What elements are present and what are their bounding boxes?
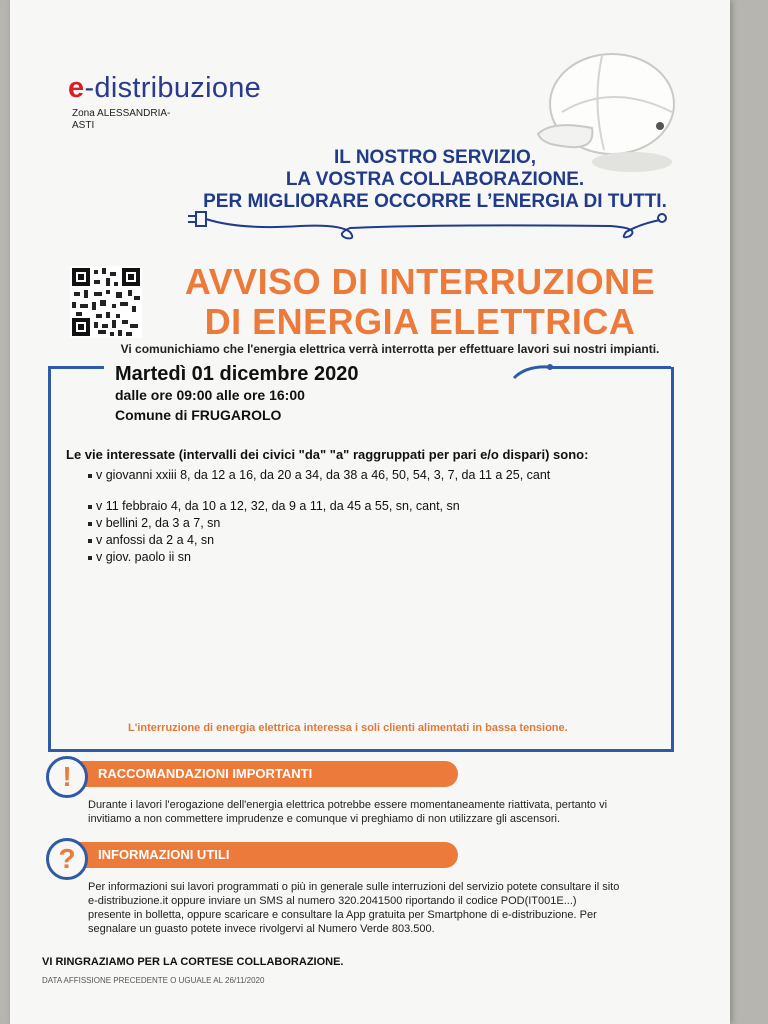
info-text xyxy=(88,880,708,936)
cable-end-icon xyxy=(512,362,562,382)
title-line: AVVISO DI INTERRUZIONE xyxy=(184,261,656,302)
streets-list xyxy=(88,467,550,566)
interruption-date: Martedì 01 dicembre 2020 xyxy=(115,363,359,385)
paragraph-line: Durante i lavori l'erogazione dell'energia elettrica potrebbe essere momentaneamente riattivata, pertanto vi xyxy=(88,799,608,811)
logo-e: e xyxy=(68,72,85,104)
paragraph-line: segnalare un guasto potete invece rivolgervi al Numero Verde 803.500. xyxy=(88,923,435,935)
logo-text: -distribuzione xyxy=(84,72,262,104)
streets-heading: Le vie interessate (intervalli dei civici "da" "a" raggruppati per pari e/o dispari) sono: xyxy=(66,447,589,462)
interruption-hours: dalle ore 09:00 alle ore 16:00 xyxy=(115,387,305,403)
list-item xyxy=(88,532,550,549)
list-item xyxy=(88,467,550,484)
thanks-text: VI RINGRAZIAMO PER LA CORTESE COLLABORAZIONE. xyxy=(42,956,344,968)
low-voltage-note: L'interruzione di energia elettrica interessa i soli clienti alimentati in bassa tensione. xyxy=(128,722,568,734)
warning-icon: ! xyxy=(46,756,88,798)
paragraph-line: invitiamo a non commettere imprudenze e comunque vi preghiamo di non utilizzare gli ascensori. xyxy=(88,813,561,825)
list-item xyxy=(88,515,550,532)
slogan-line: IL NOSTRO SERVIZIO, xyxy=(334,147,536,168)
zona-label: Zona ALESSANDRIA-ASTI xyxy=(72,108,171,131)
slogan-line: PER MIGLIORARE OCCORRE L’ENERGIA DI TUTTI. xyxy=(203,191,667,212)
recommendations-heading: RACCOMANDAZIONI IMPORTANTI xyxy=(76,761,458,787)
title-line: DI ENERGIA ELETTRICA xyxy=(204,301,636,342)
info-heading: INFORMAZIONI UTILI xyxy=(76,842,458,868)
street-text: v bellini 2, da 3 a 7, sn xyxy=(96,516,221,530)
street-text: v 11 febbraio 4, da 10 a 12, 32, da 9 a 11, da 45 a 55, sn, cant, sn xyxy=(96,499,460,513)
paragraph-line: Per informazioni sui lavori programmati o più in generale sulle interruzioni del servizio potete consultare il sito xyxy=(88,881,620,893)
list-item xyxy=(88,549,550,566)
paragraph-line: presente in bolletta, oppure scaricare e consultare la App gratuita per Smartphone di e-distribuzione. Per xyxy=(88,909,597,921)
comune-name: Comune di FRUGAROLO xyxy=(115,407,282,423)
plug-cable-icon xyxy=(180,196,680,246)
paragraph-line: e-distribuzione.it oppure inviare un SMS al numero 320.2041500 riportando il codice POD(IT001E...) xyxy=(88,895,577,907)
recommendations-text xyxy=(88,798,708,826)
box-border-top-left xyxy=(48,366,104,369)
e-distribuzione-logo xyxy=(68,72,261,105)
street-text: v anfossi da 2 a 4, sn xyxy=(96,533,215,547)
slogan-line: LA VOSTRA COLLABORAZIONE. xyxy=(285,169,585,190)
notice-title xyxy=(120,262,720,342)
street-text: v giov. paolo ii sn xyxy=(96,550,191,564)
posting-date: DATA AFFISSIONE PRECEDENTE O UGUALE AL 26/11/2020 xyxy=(42,976,265,985)
street-text: v giovanni xxiii 8, da 12 a 16, da 20 a 34, da 38 a 46, 50, 54, 3, 7, da 11 a 25, cant xyxy=(96,468,551,482)
list-item xyxy=(88,498,550,515)
box-border-top-right xyxy=(548,366,671,369)
notice-intro: Vi comunichiamo che l'energia elettrica verrà interrotta per effettuare lavori sui nostri impianti. xyxy=(120,342,660,356)
question-icon: ? xyxy=(46,838,88,880)
